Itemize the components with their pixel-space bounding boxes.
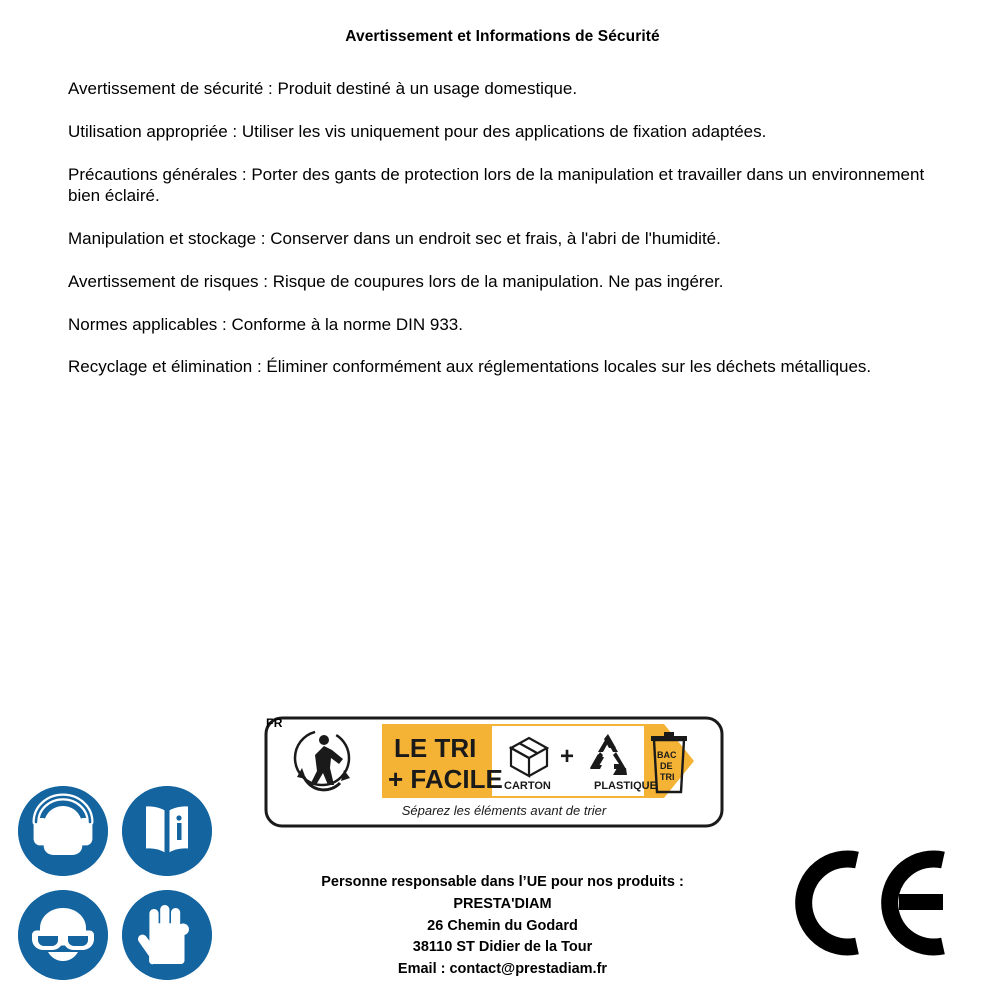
safety-paragraph: Avertissement de risques : Risque de coupures lors de la manipulation. Ne pas ingérer. — [68, 271, 724, 291]
footer-line: 26 Chemin du Godard — [427, 917, 578, 934]
triman-footnote: Séparez les éléments avant de trier — [401, 803, 607, 818]
ear-protection-icon — [18, 786, 108, 876]
safety-paragraph: Avertissement de sécurité : Produit destiné à un usage domestique. — [68, 79, 578, 98]
triman-recycling-label — [264, 716, 724, 846]
safety-paragraph: Normes applicables : Conforme à la norme DIN 933. — [68, 314, 463, 334]
page-title: Avertissement et Informations de Sécurité — [345, 28, 660, 45]
read-manual-icon — [122, 786, 212, 876]
footer-line: Email : contact@prestadiam.fr — [397, 961, 608, 977]
triman-item2-label: PLASTIQUE — [594, 780, 657, 792]
footer-line: 38110 ST Didier de la Tour — [412, 939, 593, 956]
safety-paragraph: Précautions générales : Porter des gants de protection lors de la manipulation et travailler dans un environnement bien éclairé. — [68, 164, 925, 206]
footer-line: PRESTA'DIAM — [453, 895, 552, 912]
triman-item1-label: CARTON — [504, 780, 551, 792]
safety-text-block — [68, 78, 928, 378]
triman-plus-label: + — [560, 743, 575, 770]
svg-text:TRI: TRI — [660, 772, 675, 782]
responsible-person-block — [0, 872, 1005, 981]
safety-paragraph: Recyclage et élimination : Éliminer conformément aux réglementations locales sur les déchets métalliques. — [68, 357, 872, 377]
triman-headline-line1: LE TRI — [394, 733, 477, 763]
triman-headline-line2: + FACILE — [388, 764, 503, 794]
safety-paragraph: Utilisation appropriée : Utiliser les vis uniquement pour des applications de fixation adaptées. — [68, 121, 767, 141]
triman-locale-label: FR — [266, 716, 283, 730]
triman-label-graphic — [264, 716, 724, 828]
safety-paragraph: Manipulation et stockage : Conserver dans un endroit sec et frais, à l'abri de l'humidité. — [68, 229, 721, 248]
svg-text:BAC: BAC — [657, 750, 677, 760]
footer-line: Personne responsable dans l’UE pour nos produits : — [321, 874, 684, 890]
svg-text:DE: DE — [660, 761, 673, 771]
